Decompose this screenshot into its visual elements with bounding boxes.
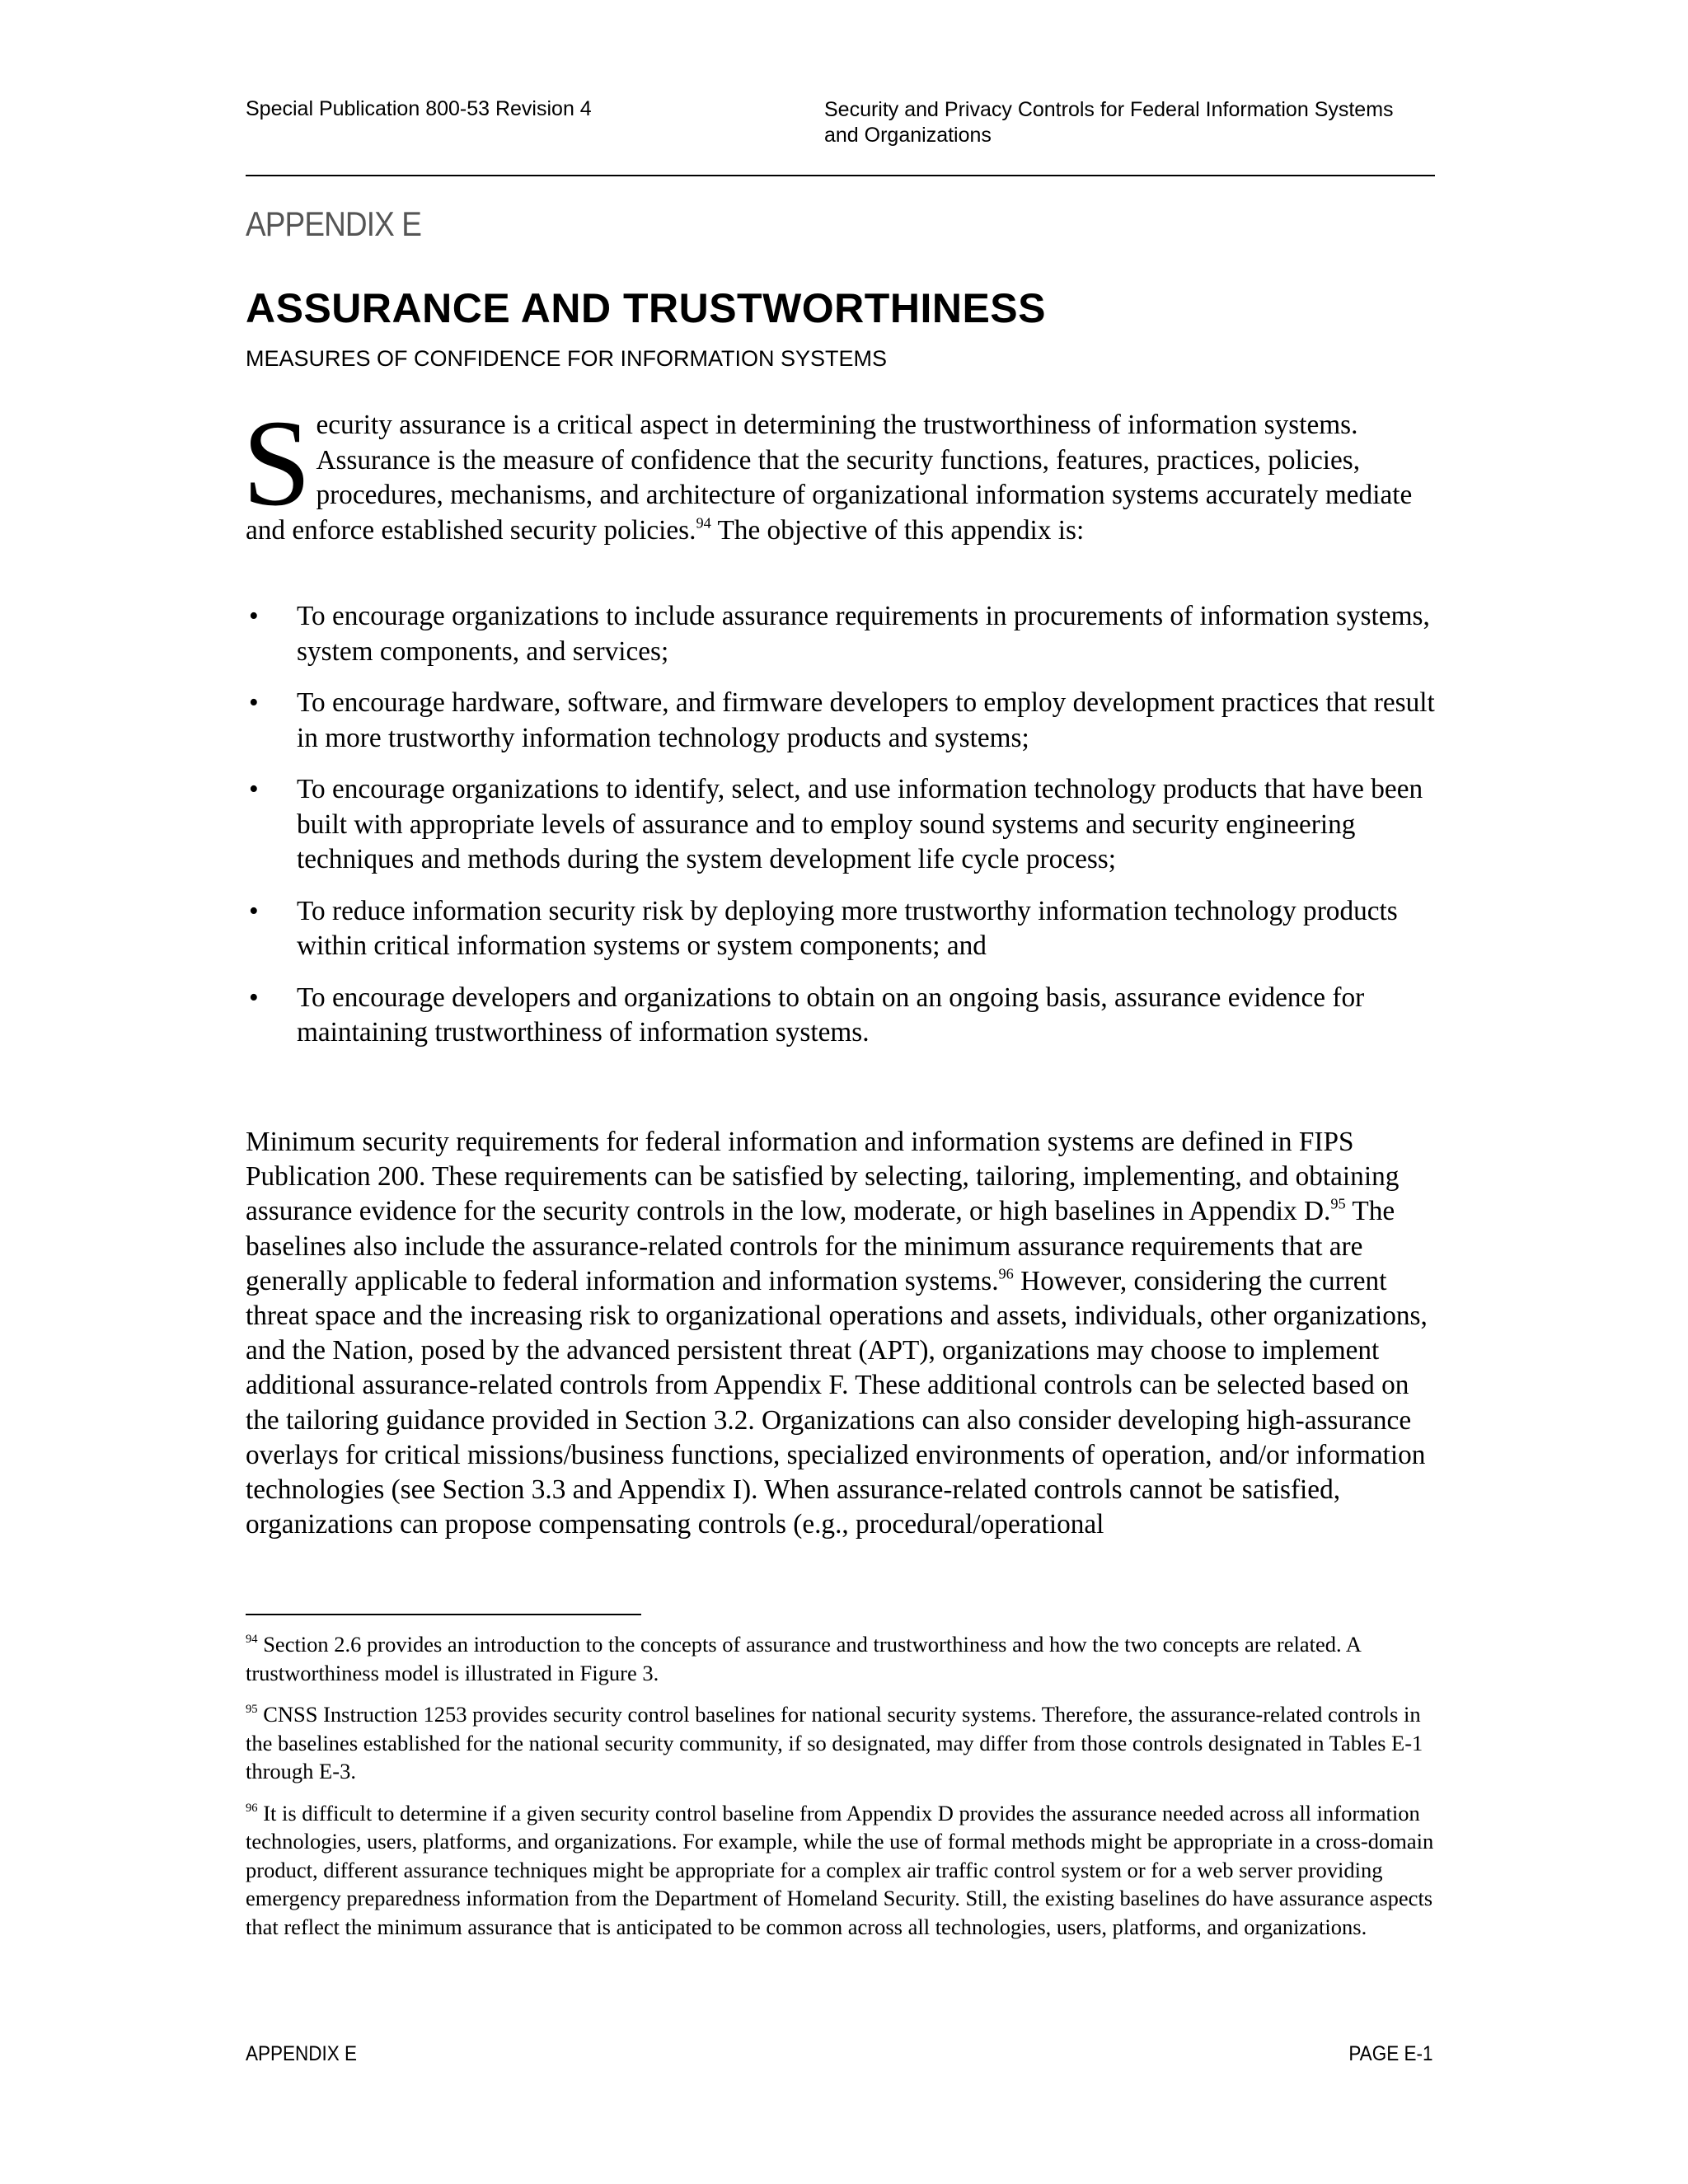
intro-text-b: The objective of this appendix is:: [710, 514, 1085, 546]
page-title: ASSURANCE AND TRUSTWORTHINESS: [246, 285, 1046, 331]
footnote-95: [246, 1700, 1439, 1786]
running-footer-left: APPENDIX E: [246, 2042, 358, 2065]
footnote-number: 96: [246, 1801, 258, 1815]
bullet-icon: •: [249, 895, 259, 926]
appendix-label: APPENDIX E: [246, 204, 422, 243]
footnote-number: 94: [246, 1633, 258, 1647]
running-header-left: Special Publication 800-53 Revision 4: [246, 97, 592, 120]
footnote-ref-94[interactable]: 94: [696, 513, 711, 531]
footnote-text: CNSS Instruction 1253 provides security control baselines for national security systems. Therefore, the assurance-related controls in the baselines established for the national security community, if so designated, may differ from those controls designated in Tables E-1 through E-3.: [246, 1702, 1423, 1783]
bullet-icon: •: [249, 687, 259, 718]
bullet-icon: •: [249, 601, 259, 631]
body-text-a: Minimum security requirements for federal information and information systems are defined in FIPS Publication 200. These requirements can be satisfied by selecting, tailoring, implementing, and obtaining assurance evidence for the security controls in the low, moderate, or high baselines in Appendix D.: [246, 1127, 1400, 1227]
list-item: [246, 599, 1441, 669]
running-header-right: [824, 97, 1451, 148]
list-item-text: To encourage organizations to identify, select, and use information technology products that have been built with appropriate levels of assurance and to employ sound systems and security engineering techniques and methods during the system development life cycle process;: [297, 774, 1423, 874]
footnote-text: It is difficult to determine if a given security control baseline from Appendix D provides the assurance needed across all information technologies, users, platforms, and organizations. For example, while the use of formal methods might be appropriate in a cross-domain product, different assurance techniques might be appropriate for a complex air traffic control system or for a web server providing emergency preparedness information from the Department of Homeland Security. Still, the existing baselines do have assurance aspects that reflect the minimum assurance that is anticipated to be common across all technologies, users, platforms, and organizations.: [246, 1800, 1434, 1939]
header-rule: [246, 175, 1435, 176]
page-subtitle: MEASURES OF CONFIDENCE FOR INFORMATION SYSTEMS: [246, 346, 888, 371]
footnote-96: [246, 1799, 1439, 1942]
list-item-text: To encourage hardware, software, and firmware developers to employ development practices that result in more trustworthy information technology products and systems;: [297, 687, 1435, 753]
list-item-text: To reduce information security risk by deploying more trustworthy information technology products within critical information systems or system components; and: [297, 895, 1398, 961]
list-item: [246, 981, 1441, 1051]
list-item: [246, 894, 1441, 964]
bullet-icon: •: [249, 982, 259, 1013]
intro-text-a: ecurity assurance is a critical aspect in determining the trustworthiness of information systems. Assurance is the measure of confidence that the security functions, features, practices, policies, procedures, mechanisms, and architecture of organizational information systems accurately mediate and enforce established security policies.: [246, 410, 1413, 546]
footnote-94: [246, 1630, 1439, 1687]
list-item-text: To encourage developers and organizations to obtain on an ongoing basis, assurance evidence for maintaining trustworthiness of information systems.: [297, 982, 1365, 1047]
list-item: [246, 772, 1441, 878]
footnote-text: Section 2.6 provides an introduction to the concepts of assurance and trustworthiness and how the two concepts are related. A trustworthiness model is illustrated in Figure 3.: [246, 1632, 1361, 1685]
intro-paragraph: [242, 395, 1439, 548]
page-number: PAGE E-1: [1348, 2042, 1432, 2065]
footnote-number: 95: [246, 1703, 258, 1717]
body-text-c: However, considering the current threat space and the increasing risk to organizational operations and assets, individuals, other organizations, and the Nation, posed by the advanced persistent threat (APT), organizations may choose to implement additional assurance-related controls from Appendix F. These additional controls can be selected based on the tailoring guidance provided in Section 3.2. Organizations can also consider developing high-assurance overlays for critical missions/business functions, specialized environments of operation, and/or information technologies (see Section 3.3 and Appendix I). When assurance-related controls cannot be satisfied, organizations can propose compensating controls (e.g., procedural/operational: [246, 1265, 1428, 1540]
drop-cap: S: [242, 395, 312, 532]
running-header-right-line1: Security and Privacy Controls for Federal Information Systems: [824, 98, 1394, 121]
footnotes: [246, 1630, 1439, 1954]
list-item-text: To encourage organizations to include assurance requirements in procurements of information systems, system components, and services;: [297, 601, 1430, 667]
running-header-right-line2: and Organizations: [824, 124, 992, 147]
body-text-b: The baselines also include the assurance-related controls for the minimum assurance requirements that are generally applicable to federal information and information systems.: [246, 1196, 1395, 1296]
body-paragraph: [246, 1125, 1439, 1542]
objectives-list: [246, 599, 1441, 1067]
bullet-icon: •: [249, 774, 259, 804]
footnote-ref-95[interactable]: 95: [1330, 1195, 1346, 1212]
footnote-ref-96[interactable]: 96: [998, 1265, 1014, 1282]
list-item: [246, 686, 1441, 756]
footnote-rule: [246, 1614, 641, 1615]
